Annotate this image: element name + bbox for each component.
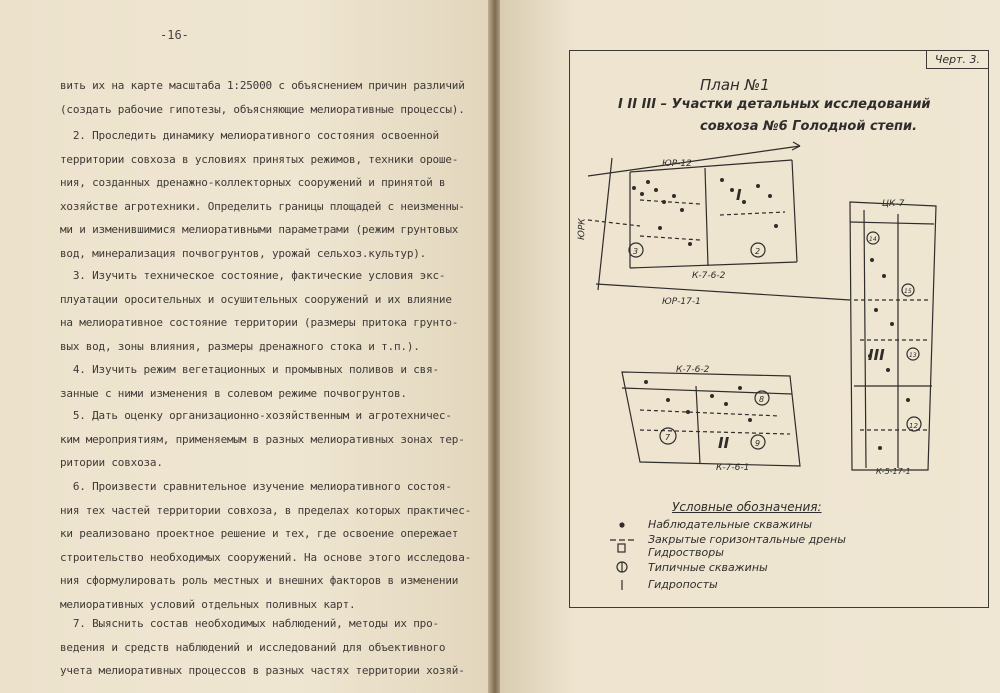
label-n7: 7: [665, 433, 671, 442]
paragraph-2: 2. Проследить динамику мелиоративного состояния освоенной территории совхоза в условиях принятых режимов, техники ороше- ния, созданных дренажно-коллекторных сооружений и принятой в хозяйстве агротехники. Определить границы площадей с неизменны- ми и изменившимися мелиоративными параметрами (режим грунтовых вод, минерализация почвогрунтов, урожай сельхоз.культур).: [60, 129, 465, 260]
label-n13: 13: [909, 352, 917, 359]
legend-item-gauge-posts: Гидропосты: [648, 578, 718, 591]
label-k5: К-5-17-1: [876, 467, 911, 476]
hydro-section-icon: [618, 544, 625, 552]
label-n9: 9: [755, 439, 761, 448]
plan-subtitle-line2: совхоза №6 Голодной степи.: [700, 119, 918, 134]
label-site-3: III: [868, 346, 885, 364]
plan-subtitle-line1: I II III – Участки детальных исследований: [618, 97, 931, 112]
label-k761: К-7-6-1: [716, 463, 750, 473]
left-page: [0, 0, 492, 693]
label-k762-top: К-7-6-2: [692, 271, 726, 281]
sheet-label: Черт. 3.: [926, 50, 989, 69]
label-n12: 12: [909, 422, 918, 430]
label-yurk: ЮРК: [577, 218, 588, 241]
label-site-2: II: [718, 434, 730, 452]
paragraph-7: 7. Выяснить состав необходимых наблюдений, методы их про- ведения и средств наблюдений и исследований для объективного учета мелиоративных процессов в разных частях территории хозяй-: [60, 617, 465, 677]
legend-item-drains: Закрытые горизонтальные дрены: [648, 533, 846, 546]
legend-symbols: [610, 523, 634, 590]
label-ur17: ЮР-17-1: [662, 297, 701, 307]
page-number: -16-: [160, 28, 189, 42]
legend-title: Условные обозначения:: [672, 500, 822, 514]
label-site-1: I: [736, 186, 742, 204]
label-n15: 15: [904, 288, 912, 295]
label-n3: 3: [633, 247, 639, 256]
label-k762-bottom: К-7-6-2: [676, 365, 710, 375]
label-ur12: ЮР-12: [662, 159, 692, 169]
label-ck7: ЦК-7: [882, 199, 905, 209]
site-plan-map: [500, 0, 1000, 693]
observation-well-icon: [620, 523, 624, 527]
label-n14: 14: [869, 236, 877, 243]
legend-item-hydro-sections: Гидростворы: [648, 546, 724, 559]
paragraph-continuation: вить их на карте масштаба 1:25000 с объяснением причин различий (создать рабочие гипотезы, объясняющие мелиоративные процессы).: [60, 79, 465, 116]
label-n8: 8: [759, 395, 765, 404]
legend-item-observation-wells: Наблюдательные скважины: [648, 518, 813, 531]
plan-title: План №1: [700, 76, 770, 94]
paragraph-6: 6. Произвести сравнительное изучение мелиоративного состоя- ния тех частей территории совхоза, в пределах которых практичес- ки реализовано проектное решение и тех, где освоение опережает строительство необходимых сооружений. На основе этого исследова- ния сформулировать роль местных и внешних факторов в изменении мелиоративных условий отдельных поливных карт.: [60, 480, 472, 611]
right-page: [500, 0, 1000, 693]
legend-item-typical-wells: Типичные скважины: [648, 561, 768, 574]
label-n2: 2: [755, 247, 761, 256]
paragraph-4: 4. Изучить режим вегетационных и промывных поливов и свя- занные с ними изменения в солевом режиме почвогрунтов.: [60, 363, 439, 400]
paragraph-5: 5. Дать оценку организационно-хозяйственным и агротехничес- ким мероприятиям, применяемым в разных мелиоративных зонах тер- ритории совхоза.: [60, 409, 465, 469]
paragraph-3: 3. Изучить техническое состояние, фактические условия экс- плуатации оросительных и осушительных сооружений и их влияние на мелиоративное состояние территории (размеры притока грунто- вых вод, зоны влияния, размеры дренажного стока и т.п.).: [60, 269, 459, 353]
